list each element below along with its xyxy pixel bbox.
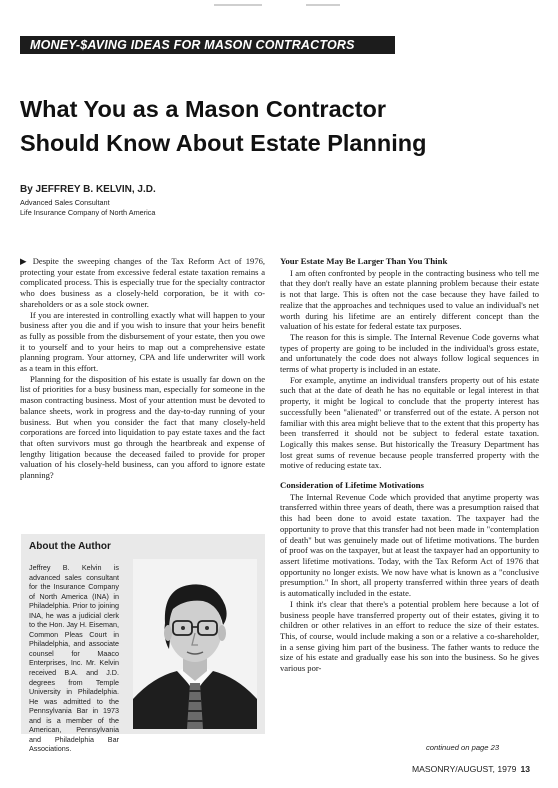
continued-note: continued on page 23	[426, 743, 500, 752]
article-title	[20, 92, 540, 160]
section-heading: Consideration of Lifetime Motivations	[280, 480, 424, 491]
article-title-line-1: What You as a Mason Contractor	[20, 96, 387, 122]
author-portrait-image	[133, 559, 257, 729]
paragraph: For example, anytime an individual transfers property out of his estate such that at the date of death he has no equitable or legal interest in that property, it might be logical to conclude that the property interest has successfully been "alienated" or transferred out of the estate. A person not familiar with this area might believe that to the extent that this property has been transferred it should not be subject to federal estate taxation. Logically this makes sense. But historically the Treasury Department has lost great sums of revenue because people transferred property with the motive of reducing estate tax.	[280, 374, 539, 471]
author-title: Advanced Sales Consultant	[20, 198, 110, 207]
article-title-line-2: Should Know About Estate Planning	[20, 130, 427, 156]
about-the-author-box	[21, 534, 265, 754]
paragraph: The reason for this is simple. The Internal Revenue Code governs what types of property are going to be included in the individual's gross estate, and unfortunately the code does not always follow logical sequences in terms of what property is included in an estate.	[280, 331, 539, 375]
section-heading: Your Estate May Be Larger Than You Think	[280, 256, 448, 266]
scan-mark-left	[214, 4, 262, 6]
about-author-heading: About the Author	[29, 541, 111, 552]
page-folio	[412, 764, 530, 774]
paragraph: I think it's clear that there's a potential problem here because a lot of business people have transferred property out of their estates, giving it to children or other relatives in an effort to reduce the size of their estates. This, of course, would include making a son or a relative a co-shareholder, in a sense giving him part of the business. The father wants to reduce the size of his estate and gradually ease his son into the business. So he gives various por-	[280, 598, 539, 674]
right-column	[280, 256, 539, 674]
paragraph: I am often confronted by people in the contracting business who tell me that they don't really have an estate planning problem because their estate is not that large. This is often not the case because they have failed to realize that the approaches and techniques used to value an individual's net worth during his lifetime are an entirely different concept than the valuation of his estate for federal estate tax purposes.	[280, 267, 539, 332]
left-column	[20, 256, 265, 481]
author-company: Life Insurance Company of North America	[20, 208, 156, 217]
paragraph: If you are interested in controlling exactly what will happen to your business after you die and if you wish to insure that your heirs benefit as fully as possible from the disbursement of your estate, then you owe it to yourself and to your heirs to map out a comprehensive estate planning program. Your attorney, CPA and life underwriter will work as a team in this effort.	[20, 309, 265, 374]
section-banner: MONEY-$AVING IDEAS FOR MASON CONTRACTORS	[20, 36, 395, 54]
publication-date: MASONRY/AUGUST, 1979	[412, 764, 517, 774]
paragraph: The Internal Revenue Code which provided that anytime property was transferred within three years of death, there was a presumption raised that this had been done to avoid estate taxation. The taxpayer had the opportunity to prove that this transfer had not been made in "contemplation of death" but was genuinely made out of lifetime motivations. The burden of proof was on the taxpayer, but at least the taxpayer had an opportunity to assert lifetime motivations. Today, with the Tax Reform Act of 1976 that opportunity no longer exists. We now have what is known as a "conclusive presumption." In short, all property transferred within three years of death is automatically included in the estate.	[280, 491, 539, 599]
paragraph: Planning for the disposition of his estate is usually far down on the list of priorities for a busy business man, especially for someone in the mason contracting business. Most of your attention must be devoted to balance sheets, work in progress and the day-to-day running of your business. But when you consider the fact that many closely-held corporations are forced into liquidation to pay estate taxes and the fact that often survivors must go through the heartbreak and expense of lengthy litigation because the deceased failed to provide for proper valuation of his closely-held business, can you afford to ignore estate planning?	[20, 373, 265, 481]
scan-mark-right	[306, 4, 340, 6]
paragraph: ▶ Despite the sweeping changes of the Tax Reform Act of 1976, protecting your estate from excessive federal estate taxation remains a complicated process. This is especially true for the specialty contractor who does business as a closely-held corporation, be it with co-shareholders or as a sole stock owner.	[20, 256, 265, 309]
author-byline: By JEFFREY B. KELVIN, J.D.	[20, 184, 156, 195]
about-author-text: Jeffrey B. Kelvin is advanced sales consultant for the Insurance Company of North America (INA) in Philadelphia. Prior to joining INA, he was a judicial clerk to the Hon. Jay H. Eiseman, Common Pleas Court in Philadelphia, and associate counsel for Maaco Enterprises, Inc. Mr. Kelvin received B.A. and J.D. degrees from Temple University in Philadelphia. He was admitted to the Pennsylvania Bar in 1973 and is a member of the American, Pennsylvania and Philadelphia Bar Associations.	[29, 563, 119, 754]
page-number: 13	[520, 764, 530, 774]
author-photo	[133, 559, 257, 729]
